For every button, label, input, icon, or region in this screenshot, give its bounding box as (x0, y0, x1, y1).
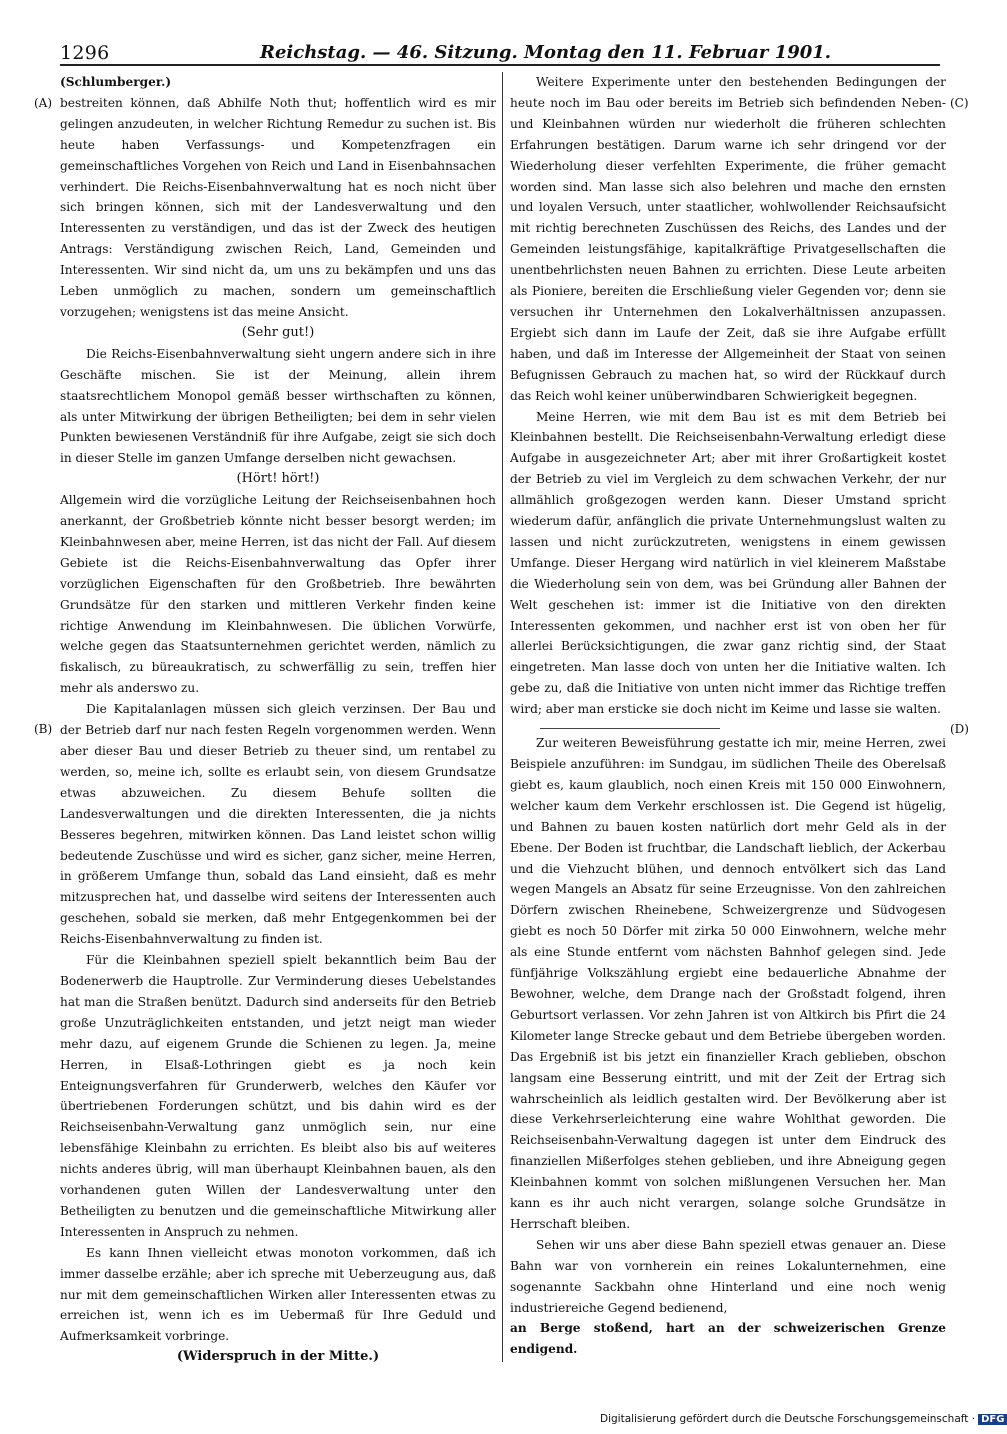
interjection: (Sehr gut!) (241, 324, 315, 340)
paragraph: Für die Kleinbahnen speziell spielt bekanntlich beim Bau der Bodenerwerb die Hauptrolle. Zur Verminderung dieses Uebelstandes hat man die Straßen benützt. Dadurch sind anderseits für den Betrieb große Unzuträglichkeiten entstanden, und jetzt neigt man wieder mehr dazu, auf eigenem Grunde die Schienen zu legen. Ja, meine Herren, in Elsaß-Lothringen giebt es ja noch kein Enteignungsverfahren für Grunderwerb, welches den Käufer vor übertriebenen Forderungen schützt, und bis dahin wird es der Reichseisenbahn-Verwaltung ganz unmöglich sein, nur eine lebensfähige Kleinbahn zu errichten. Es bleibt also bis auf weiteres nichts anderes übrig, will man überhaupt Kleinbahnen bauen, als den vorhandenen guten Willen der Landesverwaltung unter den Betheiligten zu benutzen und die gemeinschaftliche Mitwirkung aller Interessenten in Anspruch zu nehmen. (60, 953, 496, 1239)
paragraph: bestreiten können, daß Abhilfe Noth thut; hoffentlich wird es mir gelingen anzudeuten, in welcher Richtung Remedur zu suchen ist. Bis heute haben Verfassungs- und Kompetenzfragen ein gemeinschaftliches Vorgehen von Reich und Land in Eisenbahnsachen verhindert. Die Reichs-Eisenbahnverwaltung hat es noch nicht über sich bringen können, sich mit der Landesverwaltung und den Interessenten zu verständigen, und das ist der Zweck des heutigen Antrags: Verständigung zwischen Reich, Land, Gemeinden und Interessenten. Wir sind nicht da, um uns zu bekämpfen und uns das Leben unmöglich zu machen, sondern um gemeinschaftlich vorzugehen; wenigstens ist das meine Ansicht. (60, 95, 496, 319)
paragraph: Allgemein wird die vorzügliche Leitung der Reichseisenbahnen hoch anerkannt, der Großbetrieb könnte nicht besser besorgt werden; im Kleinbahnwesen aber, meine Herren, ist das nicht der Fall. Auf diesem Gebiete ist die Reichs-Eisenbahnverwaltung das Opfer ihrer vorzüglichen Eigenschaften für den Großbetrieb. Ihre bewährten Grundsätze für den starken und mittleren Verkehr finden keine richtige Anwendung im Kleinbahnwesen. Die üblichen Vorwürfe, welche gegen das Staatsunternehmen gerichtet werden, nämlich zu fiskalisch, zu büreaukratisch, zu schwerfällig zu sein, treffen hier mehr als anderswo zu. (60, 493, 496, 696)
header-rule (60, 64, 940, 66)
paragraph: Meine Herren, wie mit dem Bau ist es mit dem Betrieb bei Kleinbahnen bestellt. Die Reichseisenbahn-Verwaltung erledigt diese Aufgabe in ausgezeichneter Art; aber mit ihrer Großartigkeit kostet der Betrieb zu viel im Vergleich zu dem schwachen Verkehr, der nur allmählich großgezogen werden kann. Dieser Umstand spricht wiederum dafür, anfänglich die private Unternehmungslust walten zu lassen und nicht zurückzutreten, wenigstens in einem gewissen Umfange. Dieser Hergang wird natürlich in viel kleinerem Maßstabe die Wiederholung sein von dem, was bei Gründung aller Bahnen der Welt geschehen ist: immer ist die Initiative von den direkten Interessenten gekommen, und nachher erst ist von oben her für allerlei Berücksichtigungen, die zwar ganz richtig sind, der Staat eingetreten. Man lasse doch von unten her die Initiative walten. Ich gebe zu, daß die Initiative von unten nicht immer das Richtige treffen wird; aber man ersticke sie doch nicht im Keime und lasse sie walten. (510, 409, 946, 717)
margin-mark-c: (C) (950, 96, 969, 110)
interjection: (Hört! hört!) (236, 471, 320, 487)
paragraph: Zur weiteren Beweisführung gestatte ich mir, meine Herren, zwei Beispiele anzuführen: im Sundgau, im südlichen Theile des Oberelsaß giebt es, kaum glaublich, noch einen Kreis mit 150 000 Einwohnern, welcher kaum dem Verkehr erschlossen ist. Die Gegend ist hügelig, und Bahnen zu bauen kosten natürlich dort mehr Geld als in der Ebene. Der Boden ist fruchtbar, die Landschaft lieblich, der Ackerbau und die Viehzucht blühen, und dennoch entvölkert sich das Land wegen Mangels an Absatz für seine Erzeugnisse. Von den zahlreichen Dörfern zwischen Rheinebene, Schweizergrenze und Südvogesen giebt es noch 50 Dörfer mit zirka 50 000 Einwohnern, welche mehr als eine Stunde entfernt vom nächsten Bahnhof gelegen sind. Jede fünfjährige Volkszählung ergiebt eine bedauerliche Abnahme der Bewohner, welche, dem Drange nach der Großstadt folgend, ihren Geburtsort verlassen. Vor zehn Jahren ist von Altkirch bis Pfirt die 24 Kilometer lange Strecke gebaut und dem Betriebe übergeben worden. Das Ergebniß ist bis jetzt ein finanzieller Krach geblieben, obschon langsam eine Besserung eintritt, und mit der Zeit der Ertrag sich wahrscheinlich als leidlich gestalten wird. Der Bevölkerung aber ist diese Verkehrserleichterung eine wahre Wohlthat geworden. Die Reichseisenbahn-Verwaltung dagegen ist unter dem Eindruck des finanziellen Mißerfolges stehen geblieben, und ihre Abneigung gegen Kleinbahnen kommt von solchen mißlungenen Versuchen her. Man kann es ihr auch nicht verargen, solange solche Grundsätze in Herrschaft bleiben. (510, 736, 946, 1231)
paragraph: Die Kapitalanlagen müssen sich gleich verzinsen. Der Bau und der Betrieb darf nur nach festen Regeln vorgenommen werden. Wenn aber dieser Bau und dieser Betrieb zu theuer sind, um rentabel zu werden, so, meine ich, sollte es erlaubt sein, von diesem Grundsatze etwas abzuweichen. Zu diesem Behufe sollten die Landesverwaltungen und die direkten Interessenten, die ja nichts Besseres begehren, mitwirken können. Das Land leistet schon willig bedeutende Zuschüsse und wird es sicher, ganz sicher, meine Herren, in größerem Umfange thun, sobald das Land einsieht, daß es mehr mitzusprechen hat, und dasselbe wird seitens der Interessenten auch geschehen, sobald sie merken, daß mehr Entgegenkommen bei der Reichs-Eisenbahnverwaltung zu finden ist. (60, 702, 496, 947)
left-column (60, 72, 496, 1368)
digitization-footer (600, 1413, 1005, 1425)
paragraph: Sehen wir uns aber diese Bahn speziell etwas genauer an. Diese Bahn war von vornherein ein reines Lokalunternehmen, eine sogenannte Sackbahn ohne Hinterland und eine noch wenig industriereiche Gegend bedienend, (510, 1237, 946, 1315)
paragraph: Die Reichs-Eisenbahnverwaltung sieht ungern andere sich in ihre Geschäfte mischen. Sie ist der Meinung, allein ihrem staatsrechtlichem Monopol gemäß besser wirthschaften zu können, als unter Mitwirkung der übrigen Betheiligten; bei dem in sehr vielen Punkten bewiesenen Verständniß für ihre Aufgabe, zeigt sie sich doch in dieser Stelle im ganzen Umfange derselben nicht gewachsen. (60, 346, 496, 466)
margin-mark-b: (B) (34, 722, 53, 736)
paragraph: Weitere Experimente unter den bestehenden Bedingungen der heute noch im Bau oder bereits im Betrieb sich befindenden Neben- und Kleinbahnen würden nur wiederholt die früheren schlechten Erfahrungen bestätigen. Darum warne ich sehr dringend vor der Wiederholung dieser verfehlten Experimente, die früher gemacht worden sind. Man lasse sich also belehren und mache den ernsten und loyalen Versuch, unter staatlicher, wohlwollender Reichsaufsicht mit richtig berechneten Zuschüssen des Reichs, des Landes und der Gemeinden leistungsfähige, kapitalkräftige Privatgesellschaften die unentbehrlichsten neuen Bahnen zu errichten. Diese Leute arbeiten als Pioniere, bereiten die Erschließung vieler Gegenden vor; denn sie versuchen ihr Unternehmen den Lokalverhältnissen anzupassen. Ergiebt sich dann im Laufe der Zeit, daß sie ihre Aufgabe erfüllt haben, und daß im Interesse der Allgemeinheit der Staat von seinen Befugnissen Gebrauch zu machen hat, so wird der Rückkauf durch das Reich wohl keiner unüberwindbaren Schwierigkeit begegnen. (510, 75, 946, 403)
margin-mark-d: (D) (950, 722, 969, 736)
column-divider (502, 72, 503, 1362)
paragraph-end: an Berge stoßend, hart an der schweizerischen Grenze endigend. (510, 1321, 946, 1357)
running-title: Reichstag. — 46. Sitzung. Montag den 11. Februar 1901. (260, 42, 832, 63)
margin-mark-a: (A) (34, 96, 53, 110)
interjection: (Widerspruch in der Mitte.) (176, 1349, 380, 1365)
footer-text: Digitalisierung gefördert durch die Deutsche Forschungsgemeinschaft · (600, 1413, 976, 1425)
right-column (510, 72, 946, 1360)
paragraph: Es kann Ihnen vielleicht etwas monoton vorkommen, daß ich immer dasselbe erzähle; aber ich spreche mit Ueberzeugung aus, daß nur mit dem gemeinschaftlichen Wirken aller Interessenten etwas zu erreichen ist, wenn ich es im Uebermaß für Ihre Geduld und Aufmerksamkeit vorbringe. (60, 1245, 496, 1344)
dfg-logo: DFG (978, 1414, 1007, 1425)
page-number: 1296 (60, 42, 110, 64)
speaker-name: (Schlumberger.) (60, 75, 172, 89)
section-rule (540, 728, 720, 729)
page-header (60, 34, 940, 68)
